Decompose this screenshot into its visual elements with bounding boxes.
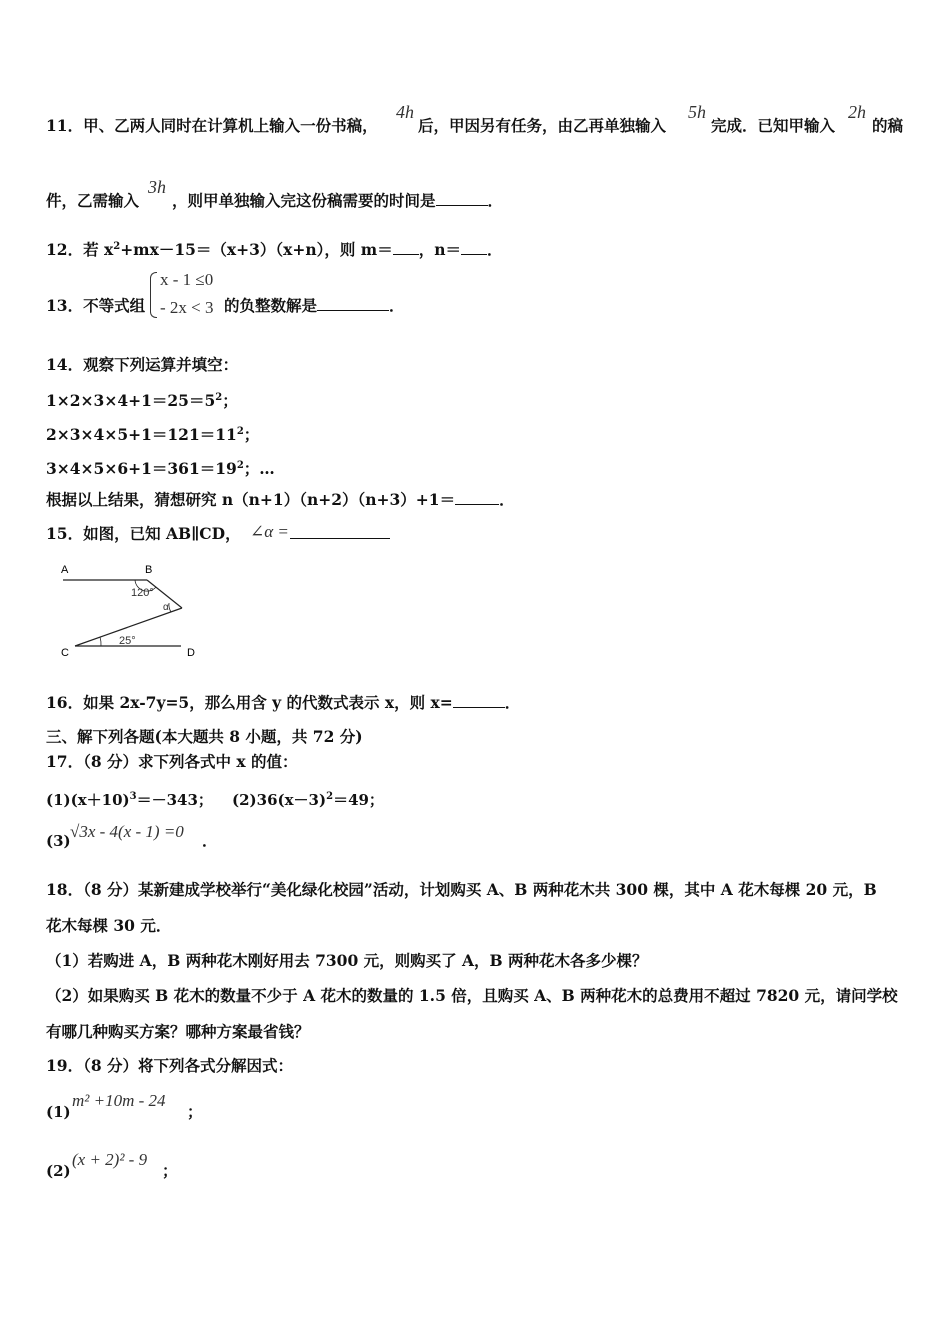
q14-eq-3-sup: 2 xyxy=(236,460,244,471)
label-c: C xyxy=(61,647,69,659)
q12-n-blank[interactable] xyxy=(461,240,487,255)
q13-period: ． xyxy=(389,296,405,315)
q14-eq-3-end: ；… xyxy=(243,459,275,479)
q12-sup: 2 xyxy=(113,241,121,252)
q19-eq-1-end: ； xyxy=(187,1102,203,1121)
q11-math-5h: 5h xyxy=(688,102,706,122)
q15-text: 15．如图，已知 AB∥CD， xyxy=(46,524,241,543)
q11-line2 xyxy=(172,191,503,211)
q12-period: ． xyxy=(486,240,503,260)
q12-text-2: +mx－15＝（x+3）（x+n），则 m＝ xyxy=(120,240,393,260)
q13-line xyxy=(224,296,405,316)
q13-ineq-1: x - 1 ≤0 xyxy=(160,270,214,289)
section-3-title: 三、解下列各题(本大题共 8 小题，共 72 分) xyxy=(46,727,363,746)
q11-text-3: 完成．已知甲输入 xyxy=(711,116,836,135)
q17-eq-1-text: (1)(x＋10) xyxy=(46,791,130,809)
q13-label: 13．不等式组 xyxy=(46,296,146,315)
q17-eq-2 xyxy=(232,787,384,810)
q11-text-2: 后，甲因另有任务，由乙再单独输入 xyxy=(418,116,667,135)
q11-answer-blank[interactable] xyxy=(436,191,488,206)
q17-eq-1-end: ＝－343； xyxy=(136,791,213,809)
q16-text: 16．如果 2x-7y=5，那么用含 y 的代数式表示 x，则 x= xyxy=(46,693,453,712)
q18-part-1: （1）若购进 A，B 两种花木刚好用去 7300 元，则购买了 A，B 两种花木各多少棵？ xyxy=(46,951,648,970)
q14-eq-1-text: 1×2×3×4+1＝25＝5 xyxy=(46,391,216,411)
q14-eq-3 xyxy=(46,456,275,479)
q17-eq-3-end: ． xyxy=(202,831,218,850)
label-d: D xyxy=(187,647,195,659)
q12-text-1: 12．若 x xyxy=(46,240,114,260)
q13-answer-blank[interactable] xyxy=(317,296,389,311)
q19-eq-2-end: ； xyxy=(162,1161,178,1180)
q18-line-1: 18．（8 分）某新建成学校举行“美化绿化校园”活动，计划购买 A、B 两种花木共 300 棵，其中 A 花木每棵 20 元，B xyxy=(46,880,877,899)
q15-answer-blank[interactable] xyxy=(290,524,390,539)
q17-eq-3-label: (3) xyxy=(46,832,71,850)
q13-brace xyxy=(150,272,157,318)
q12-line xyxy=(46,237,503,260)
q14-eq-2-text: 2×3×4×5+1＝121＝11 xyxy=(46,425,237,445)
label-120: 120° xyxy=(131,587,154,599)
q12-m-blank[interactable] xyxy=(393,240,419,255)
q14-text: 根据以上结果，猜想研究 n（n+1）（n+2）（n+3）+1＝ xyxy=(46,490,456,509)
q14-answer-blank[interactable] xyxy=(455,490,499,505)
q11-math-2h: 2h xyxy=(848,102,866,122)
q14-eq-1-sup: 2 xyxy=(215,392,223,403)
q17-title: 17．（8 分）求下列各式中 x 的值： xyxy=(46,752,298,771)
q14-eq-2-sup: 2 xyxy=(236,426,244,437)
q14-eq-1 xyxy=(46,388,238,411)
q15-angle-alpha: ∠α = xyxy=(250,522,289,541)
q16-period: ． xyxy=(504,693,521,712)
label-a: A xyxy=(61,564,69,576)
q18-part-2: （2）如果购买 B 花木的数量不少于 A 花木的数量的 1.5 倍，且购买 A、B 两种花木的总费用不超过 7820 元，请问学校 xyxy=(46,986,898,1005)
q11-line1 xyxy=(46,116,378,136)
q14-conclusion xyxy=(46,490,515,510)
q19-eq-1-label: (1) xyxy=(46,1103,71,1121)
q13-text-2: 的负整数解是 xyxy=(224,296,318,315)
q18-line-2: 花木每棵 30 元． xyxy=(46,916,172,935)
q11-text-1: 11．甲、乙两人同时在计算机上输入一份书稿， xyxy=(46,116,378,135)
label-25: 25° xyxy=(119,635,136,647)
q11-text-4: 的稿 xyxy=(872,116,904,135)
q14-eq-1-end: ； xyxy=(222,391,238,411)
q16-answer-blank[interactable] xyxy=(453,693,505,708)
q11-math-3h: 3h xyxy=(148,177,166,197)
arc-25 xyxy=(100,637,101,646)
q14-title: 14．观察下列运算并填空： xyxy=(46,355,239,374)
q15-blank-wrap xyxy=(290,524,390,544)
label-alpha: α xyxy=(163,602,169,613)
q14-eq-2 xyxy=(46,422,259,445)
q14-period: ． xyxy=(499,490,515,509)
q17-eq-2-text: (2)36(x－3) xyxy=(232,791,327,809)
q17-eq-3-math: √3x - 4(x - 1) =0 xyxy=(70,822,184,841)
q11-math-4h: 4h xyxy=(396,102,414,122)
q11-text-6: ，则甲单独输入完这份稿需要的时间是 xyxy=(172,191,436,210)
q19-eq-1-math: m² +10m - 24 xyxy=(72,1091,166,1110)
arc-alpha xyxy=(169,603,171,612)
q19-eq-2-math: (x + 2)² - 9 xyxy=(72,1150,148,1169)
q17-eq-1-sup: 3 xyxy=(129,791,137,802)
q17-eq-2-sup: 2 xyxy=(326,791,334,802)
q13-ineq-2: - 2x < 3 xyxy=(160,298,214,317)
q17-eq-1 xyxy=(46,787,213,810)
q14-eq-2-end: ； xyxy=(243,425,260,445)
q19-eq-2-label: (2) xyxy=(46,1162,71,1180)
label-b: B xyxy=(145,564,153,576)
q19-title: 19．（8 分）将下列各式分解因式： xyxy=(46,1056,294,1075)
q14-eq-3-text: 3×4×5×6+1＝361＝19 xyxy=(46,459,237,479)
q12-text-3: ，n＝ xyxy=(418,240,461,260)
q17-eq-2-end: ＝49； xyxy=(333,791,384,809)
q15-figure xyxy=(55,560,215,660)
q11-text-5: 件，乙需输入 xyxy=(46,191,140,210)
q16-line xyxy=(46,693,520,713)
q18-part-2-cont: 有哪几种购买方案？哪种方案最省钱？ xyxy=(46,1022,310,1041)
q11-period: ． xyxy=(487,191,504,210)
